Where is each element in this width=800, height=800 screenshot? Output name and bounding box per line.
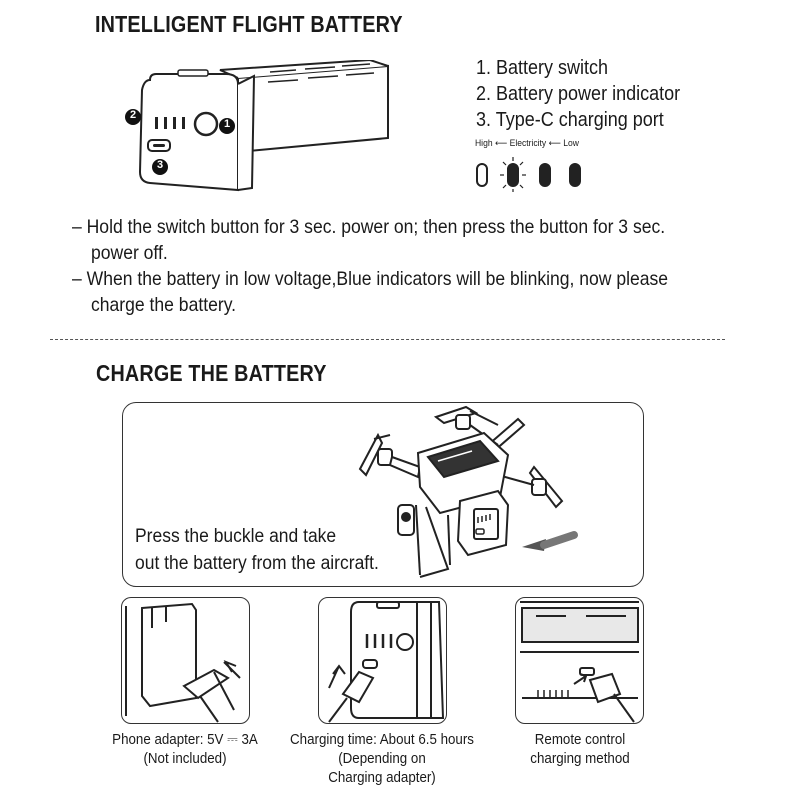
note-power-line1: – Hold the switch button for 3 sec. power on; then press the button for 3 sec. bbox=[72, 216, 666, 238]
arrow-left-icon: ⟵ bbox=[494, 138, 508, 148]
note-lowvoltage-line1: – When the battery in low voltage,Blue indicators will be blinking, now please bbox=[72, 268, 669, 290]
caption-line: (Not included) bbox=[143, 751, 227, 767]
power-led-4 bbox=[182, 117, 185, 129]
feature-list bbox=[476, 55, 680, 133]
note-power-line2: power off. bbox=[91, 242, 168, 264]
indicator-states bbox=[474, 156, 594, 192]
indicator-blinking-icon bbox=[508, 164, 518, 186]
caption-charging-time bbox=[288, 731, 476, 788]
callout-1-number: 1 bbox=[223, 118, 231, 130]
caption-remote-charging bbox=[497, 731, 663, 769]
section-title-charge: CHARGE THE BATTERY bbox=[96, 360, 327, 386]
indicator-on-icon bbox=[570, 164, 580, 186]
caption-line: Phone adapter: 5V ⎓ 3A bbox=[112, 732, 258, 748]
scale-high-label: High bbox=[475, 138, 493, 148]
drone-illustration bbox=[348, 405, 583, 583]
caption-line: Charging adapter) bbox=[328, 770, 436, 786]
callout-2-number: 2 bbox=[129, 109, 137, 121]
instruction-line1: Press the buckle and take bbox=[135, 526, 337, 547]
caption-line: (Depending on bbox=[338, 751, 426, 767]
feature-item: 2. Battery power indicator bbox=[476, 83, 681, 105]
caption-line: charging method bbox=[530, 751, 630, 767]
phone-adapter-illustration bbox=[122, 598, 249, 723]
drone-battery-panel bbox=[122, 402, 644, 587]
callout-3-number: 3 bbox=[156, 159, 164, 171]
battery-illustration bbox=[120, 60, 400, 200]
remote-charging-panel bbox=[515, 597, 644, 724]
feature-item: 1. Battery switch bbox=[476, 57, 609, 79]
caption-line: Remote control bbox=[534, 732, 626, 748]
feature-item: 3. Type-C charging port bbox=[476, 109, 664, 131]
arrow-left-icon: ⟵ bbox=[548, 138, 561, 148]
scale-low-label: Low bbox=[563, 138, 579, 148]
indicator-off-icon bbox=[477, 164, 487, 186]
phone-adapter-panel bbox=[121, 597, 250, 724]
caption-phone-adapter bbox=[102, 731, 268, 769]
indicator-on-icon bbox=[540, 164, 550, 186]
power-led-1 bbox=[155, 117, 158, 129]
electricity-scale bbox=[475, 138, 579, 149]
section-divider bbox=[50, 339, 725, 340]
scale-electricity-label: Electricity bbox=[509, 138, 547, 148]
power-led-2 bbox=[164, 117, 167, 129]
section-title-battery: INTELLIGENT FLIGHT BATTERY bbox=[95, 11, 403, 37]
battery-charging-illustration bbox=[319, 598, 446, 723]
battery-charging-panel bbox=[318, 597, 447, 724]
caption-line: Charging time: About 6.5 hours bbox=[290, 732, 474, 748]
power-led-3 bbox=[173, 117, 176, 129]
battery-switch-icon bbox=[195, 113, 217, 135]
note-lowvoltage-line2: charge the battery. bbox=[91, 294, 237, 316]
instruction-line2: out the battery from the aircraft. bbox=[135, 553, 379, 574]
remote-control-illustration bbox=[516, 598, 643, 723]
